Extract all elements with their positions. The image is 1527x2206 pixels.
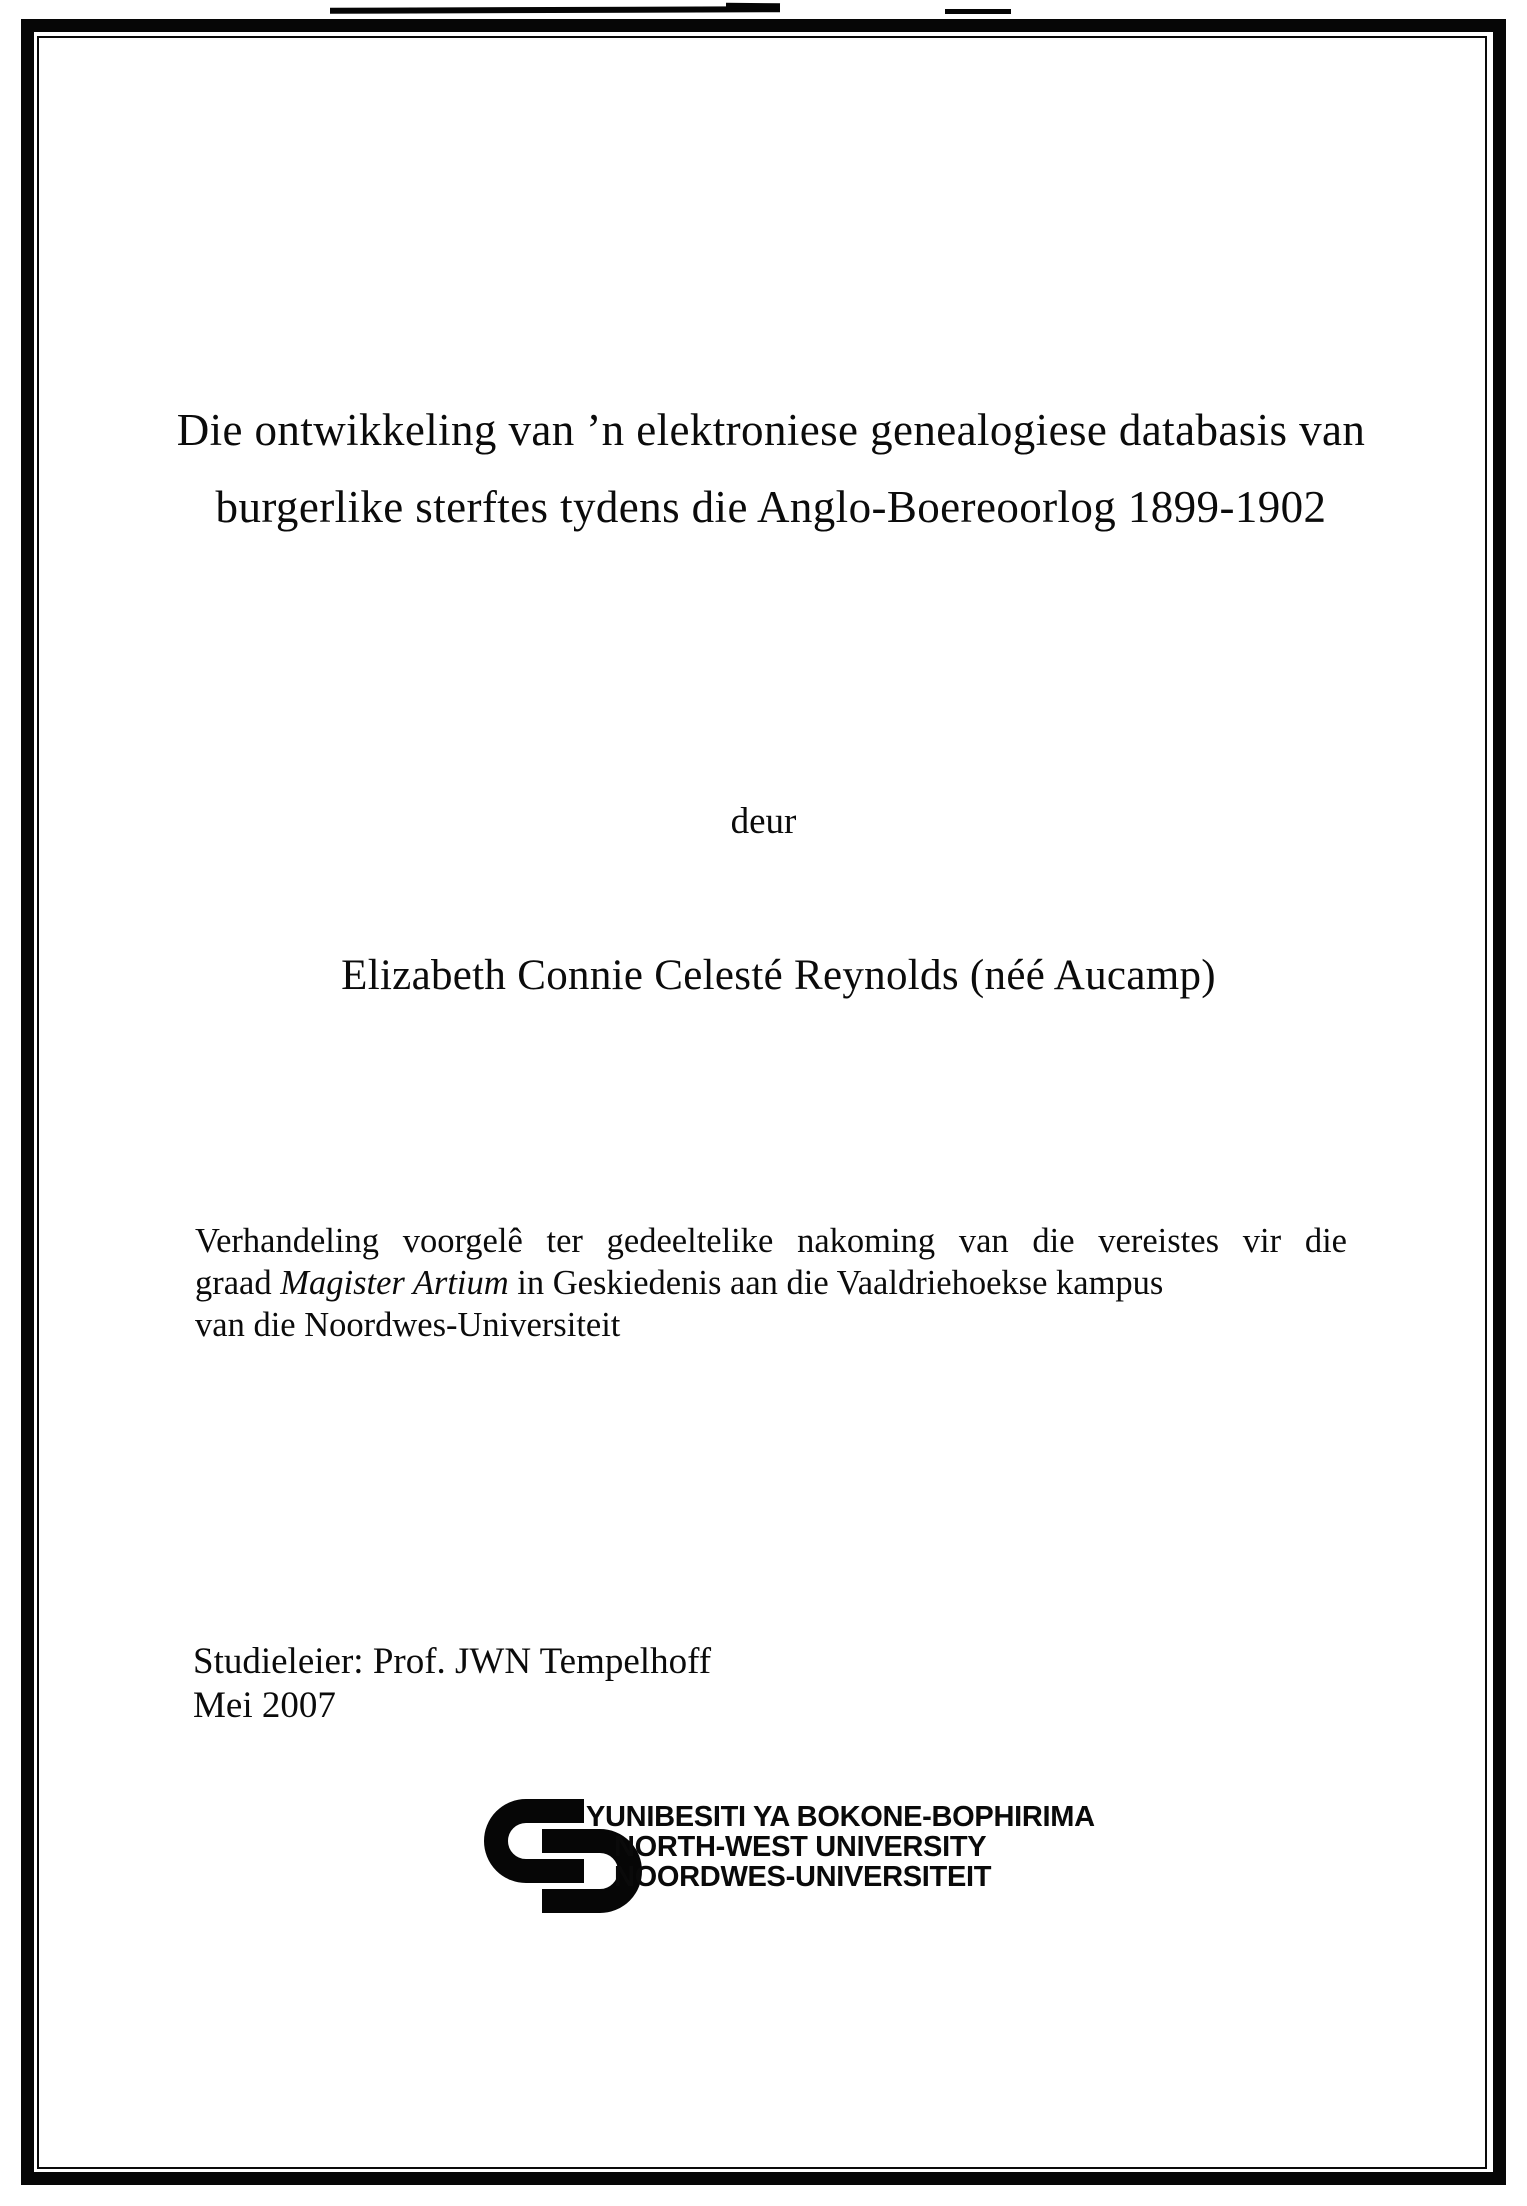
scan-artifact [945,9,1011,14]
submission-line2-post: in Geskiedenis aan die Vaaldriehoekse kampus [508,1264,1164,1302]
logo-text-setswana: YUNIBESITI YA BOKONE-BOPHIRIMA [586,1801,1095,1833]
submission-line3: van die Noordwes-Universiteit [195,1306,621,1344]
submission-line1: Verhandeling voorgelê ter gedeeltelike nakoming van die vereistes vir die [195,1222,1347,1260]
date-line: Mei 2007 [193,1685,336,1726]
logo-text-english: NORTH-WEST UNIVERSITY [614,1831,987,1863]
logo-text-afrikaans: NOORDWES-UNIVERSITEIT [614,1861,992,1893]
submission-statement [195,1220,1347,1346]
submission-line2 [195,1262,1347,1304]
byline-label: deur [730,801,797,842]
supervisor-block [193,1640,711,1728]
university-logo-text [586,1802,1095,1892]
supervisor-line: Studieleier: Prof. JWN Tempelhoff [193,1641,712,1682]
scan-artifact [330,6,780,14]
thesis-title-line1: Die ontwikkeling van ’n elektroniese genealogiese databasis van [176,405,1366,455]
thesis-title [110,392,1432,546]
scan-artifact [726,3,780,9]
author-name: Elizabeth Connie Celesté Reynolds (néé Aucamp) [341,952,1216,999]
thesis-title-line2: burgerlike sterftes tydens die Anglo-Boereoorlog 1899-1902 [215,482,1327,532]
submission-line2-pre: graad [195,1264,281,1302]
degree-name-italic: Magister Artium [280,1264,509,1302]
university-logo [468,1793,1108,1933]
